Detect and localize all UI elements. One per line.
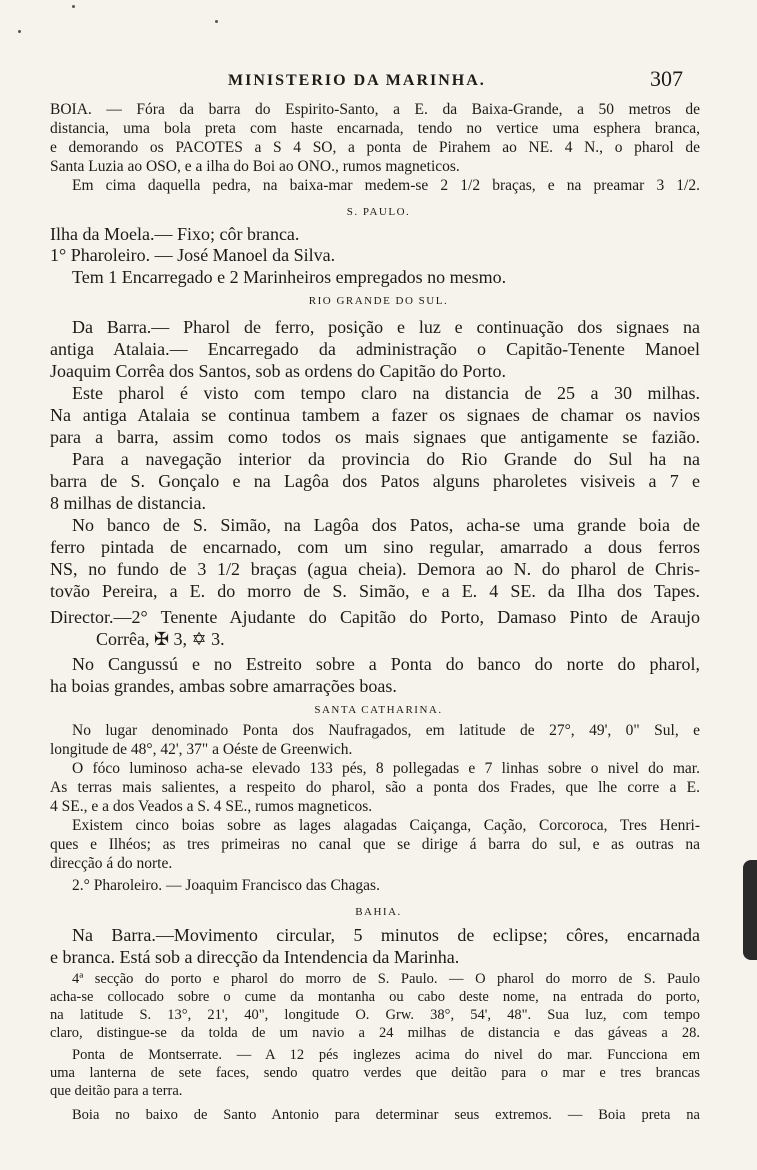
text-line: Em cima daquella pedra, na baixa-mar medem-se 2 1/2 braças, e na preamar 3 1/2. — [72, 177, 700, 194]
text-line: uma lanterna de sete faces, sendo quatro verdes que deitão para o mar e tres brancas — [50, 1066, 700, 1081]
text-line: tovão Pereira, a E. do morro de S. Simão, e a E. 4 SE. da Ilha dos Tapes. — [50, 582, 700, 601]
text-line: direcção á do norte. — [50, 855, 173, 872]
text-line: Para a navegação interior da provincia do Rio Grande do Sul ha na — [72, 450, 700, 469]
text-line: ques e Ilhéos; as tres primeiras no canal que se dirige á barra do sul, e as outras na — [50, 836, 700, 853]
text-line: distancia, uma bola preta com haste encarnada, tendo no vertice uma esphera branca, — [50, 120, 700, 137]
text-line: NS, no fundo de 3 1/2 braças (agua cheia). Demora ao N. do pharol de Chris- — [50, 560, 700, 579]
speck-mark — [18, 30, 21, 33]
text-line: 8 milhas de distancia. — [50, 494, 206, 513]
section-heading-santa-catharina: SANTA CATHARINA. — [314, 704, 443, 716]
text-line: Existem cinco boias sobre as lages alagadas Caiçanga, Cação, Corcoroca, Tres Henri- — [72, 817, 700, 834]
running-header: MINISTERIO DA MARINHA. — [228, 72, 486, 89]
text-line: Ilha da Moela.— Fixo; côr branca. — [50, 225, 300, 244]
text-line: 1° Pharoleiro. — José Manoel da Silva. — [50, 246, 336, 265]
text-line: 2.° Pharoleiro. — Joaquim Francisco das Chagas. — [72, 877, 380, 894]
text-line: para a barra, assim como todos os mais signaes que antigamente se fazião. — [50, 428, 700, 447]
speck-mark — [215, 20, 218, 23]
text-line: Tem 1 Encarregado e 2 Marinheiros empregados no mesmo. — [72, 268, 507, 287]
text-line: Corrêa, ✠ 3, ✡ 3. — [96, 630, 225, 649]
text-line: que deitão para a terra. — [50, 1084, 183, 1099]
text-line: Director.—2° Tenente Ajudante do Capitão do Porto, Damaso Pinto de Araujo — [50, 608, 700, 627]
speck-mark — [72, 5, 75, 8]
text-line: barra de S. Gonçalo e na Lagôa dos Patos alguns pharoletes visiveis a 7 e — [50, 472, 700, 491]
text-line: Da Barra.— Pharol de ferro, posição e luz e continuação dos signaes na — [72, 318, 700, 337]
text-line: 4ª secção do porto e pharol do morro de S. Paulo. — O pharol do morro de S. Paulo — [72, 972, 700, 987]
section-heading-s-paulo: S. PAULO. — [346, 206, 411, 218]
text-line: Na Barra.—Movimento circular, 5 minutos de eclipse; côres, encarnada — [72, 926, 700, 945]
text-line: Ponta de Montserrate. — A 12 pés inglezes acima do nivel do mar. Funcciona em — [72, 1048, 700, 1063]
text-line: Na antiga Atalaia se continua tambem a fazer os signaes de chamar os navios — [50, 406, 700, 425]
text-line: antiga Atalaia.— Encarregado da administração o Capitão-Tenente Manoel — [50, 340, 700, 359]
text-line: ferro pintada de encarnado, com um sino regular, amarrado a dous ferros — [50, 538, 700, 557]
text-line: Santa Luzia ao OSO, e a ilha do Boi ao ONO., rumos magneticos. — [50, 158, 460, 175]
text-line: As terras mais salientes, a respeito do pharol, são a ponta dos Frades, que lhe corre a E. — [50, 779, 700, 796]
section-heading-bahia: BAHIA. — [355, 906, 402, 918]
text-line: e demorando os PACOTES a S 4 SO, a ponta de Pirahem ao NE. 4 N., o pharol de — [50, 139, 700, 156]
text-line: claro, distingue-se da tolda de um navio a 24 milhas de distancia e das gáveas a 28. — [50, 1026, 700, 1041]
text-line: BOIA. — Fóra da barra do Espirito-Santo, a E. da Baixa-Grande, a 50 metros de — [50, 101, 700, 118]
text-line: e branca. Está sob a direcção da Intendencia da Marinha. — [50, 948, 460, 967]
text-line: 4 SE., e a dos Veados a S. 4 SE., rumos magneticos. — [50, 798, 373, 815]
text-line: acha-se collocado sobre o cume da montanha ou cabo deste nome, na entrada do porto, — [50, 990, 700, 1005]
text-line: No Cangussú e no Estreito sobre a Ponta do banco do norte do pharol, — [72, 655, 700, 674]
text-line: Joaquim Corrêa dos Santos, sob as ordens do Capitão do Porto. — [50, 362, 506, 381]
page-edge-shadow — [743, 860, 757, 960]
text-line: Este pharol é visto com tempo claro na distancia de 25 a 30 milhas. — [72, 384, 700, 403]
section-heading-rio-grande: RIO GRANDE DO SUL. — [308, 295, 449, 307]
text-line: No banco de S. Simão, na Lagôa dos Patos, acha-se uma grande boia de — [72, 516, 700, 535]
text-line: na latitude S. 13°, 21', 40", longitude O. Grw. 38°, 54', 48". Sua luz, com tempo — [50, 1008, 700, 1023]
text-line: Boia no baixo de Santo Antonio para determinar seus extremos. — Boia preta na — [72, 1108, 700, 1123]
text-line: No lugar denominado Ponta dos Naufragados, em latitude de 27°, 49', 0" Sul, e — [72, 722, 700, 739]
text-line: ha boias grandes, ambas sobre amarrações boas. — [50, 677, 397, 696]
page-number: 307 — [650, 66, 683, 91]
text-line: O fóco luminoso acha-se elevado 133 pés, 8 pollegadas e 7 linhas sobre o nivel do mar. — [72, 760, 700, 777]
text-line: longitude de 48°, 42', 37" a Oéste de Greenwich. — [50, 741, 353, 758]
